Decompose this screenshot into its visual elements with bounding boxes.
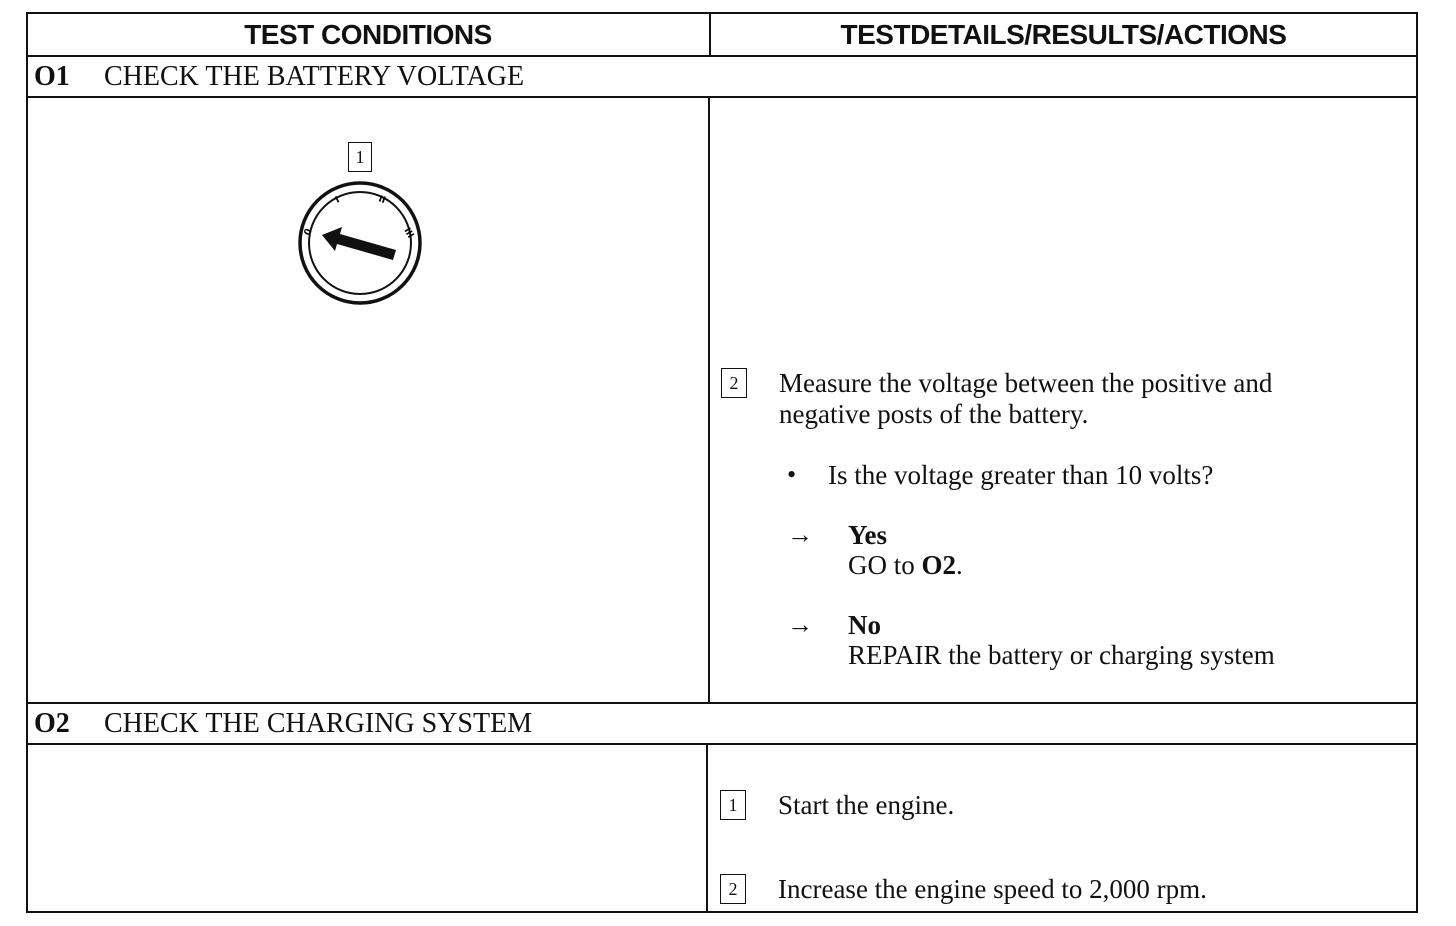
key-arrow bbox=[322, 227, 396, 260]
section1-heading bbox=[34, 57, 524, 97]
ignition-position-3: III bbox=[401, 226, 416, 241]
section1-number: O1 bbox=[34, 61, 70, 92]
ignition-position-2: II bbox=[376, 194, 387, 207]
section2-heading bbox=[34, 704, 532, 744]
column-header-test-conditions: TEST CONDITIONS bbox=[244, 19, 492, 50]
ignition-switch-icon bbox=[290, 180, 430, 310]
illustration-step-box: 1 bbox=[348, 142, 372, 172]
yes-action: GO to O2. bbox=[848, 550, 963, 580]
section2-title: CHECK THE CHARGING SYSTEM bbox=[104, 708, 533, 739]
ignition-position-0: 0 bbox=[302, 227, 315, 238]
section1-step2-line2: negative posts of the battery. bbox=[779, 399, 1089, 429]
voltage-question: Is the voltage greater than 10 volts? bbox=[828, 460, 1214, 490]
section1-column-divider bbox=[708, 96, 710, 703]
yes-label: Yes bbox=[848, 520, 887, 550]
no-action: REPAIR the battery or charging system bbox=[848, 640, 1275, 670]
section2-step1-text: Start the engine. bbox=[778, 790, 955, 820]
section1-step2-line1: Measure the voltage between the positive and bbox=[779, 368, 1273, 398]
ignition-position-1: I bbox=[334, 195, 342, 206]
no-label: No bbox=[848, 610, 881, 640]
yes-arrow-icon: → bbox=[787, 520, 813, 549]
section2-step1-box: 1 bbox=[720, 790, 746, 820]
section2-step2-box: 2 bbox=[720, 874, 746, 904]
section1-step2-box: 2 bbox=[721, 368, 747, 398]
section1-title: CHECK THE BATTERY VOLTAGE bbox=[104, 61, 525, 92]
question-bullet: • bbox=[787, 460, 797, 489]
section2-number: O2 bbox=[34, 708, 70, 739]
yes-target-link[interactable]: O2 bbox=[921, 550, 957, 580]
section2-step2-text: Increase the engine speed to 2,000 rpm. bbox=[778, 874, 1207, 904]
no-arrow-icon: → bbox=[787, 610, 813, 639]
section2-column-divider bbox=[706, 743, 708, 913]
column-header-test-details: TESTDETAILS/RESULTS/ACTIONS bbox=[840, 19, 1287, 50]
